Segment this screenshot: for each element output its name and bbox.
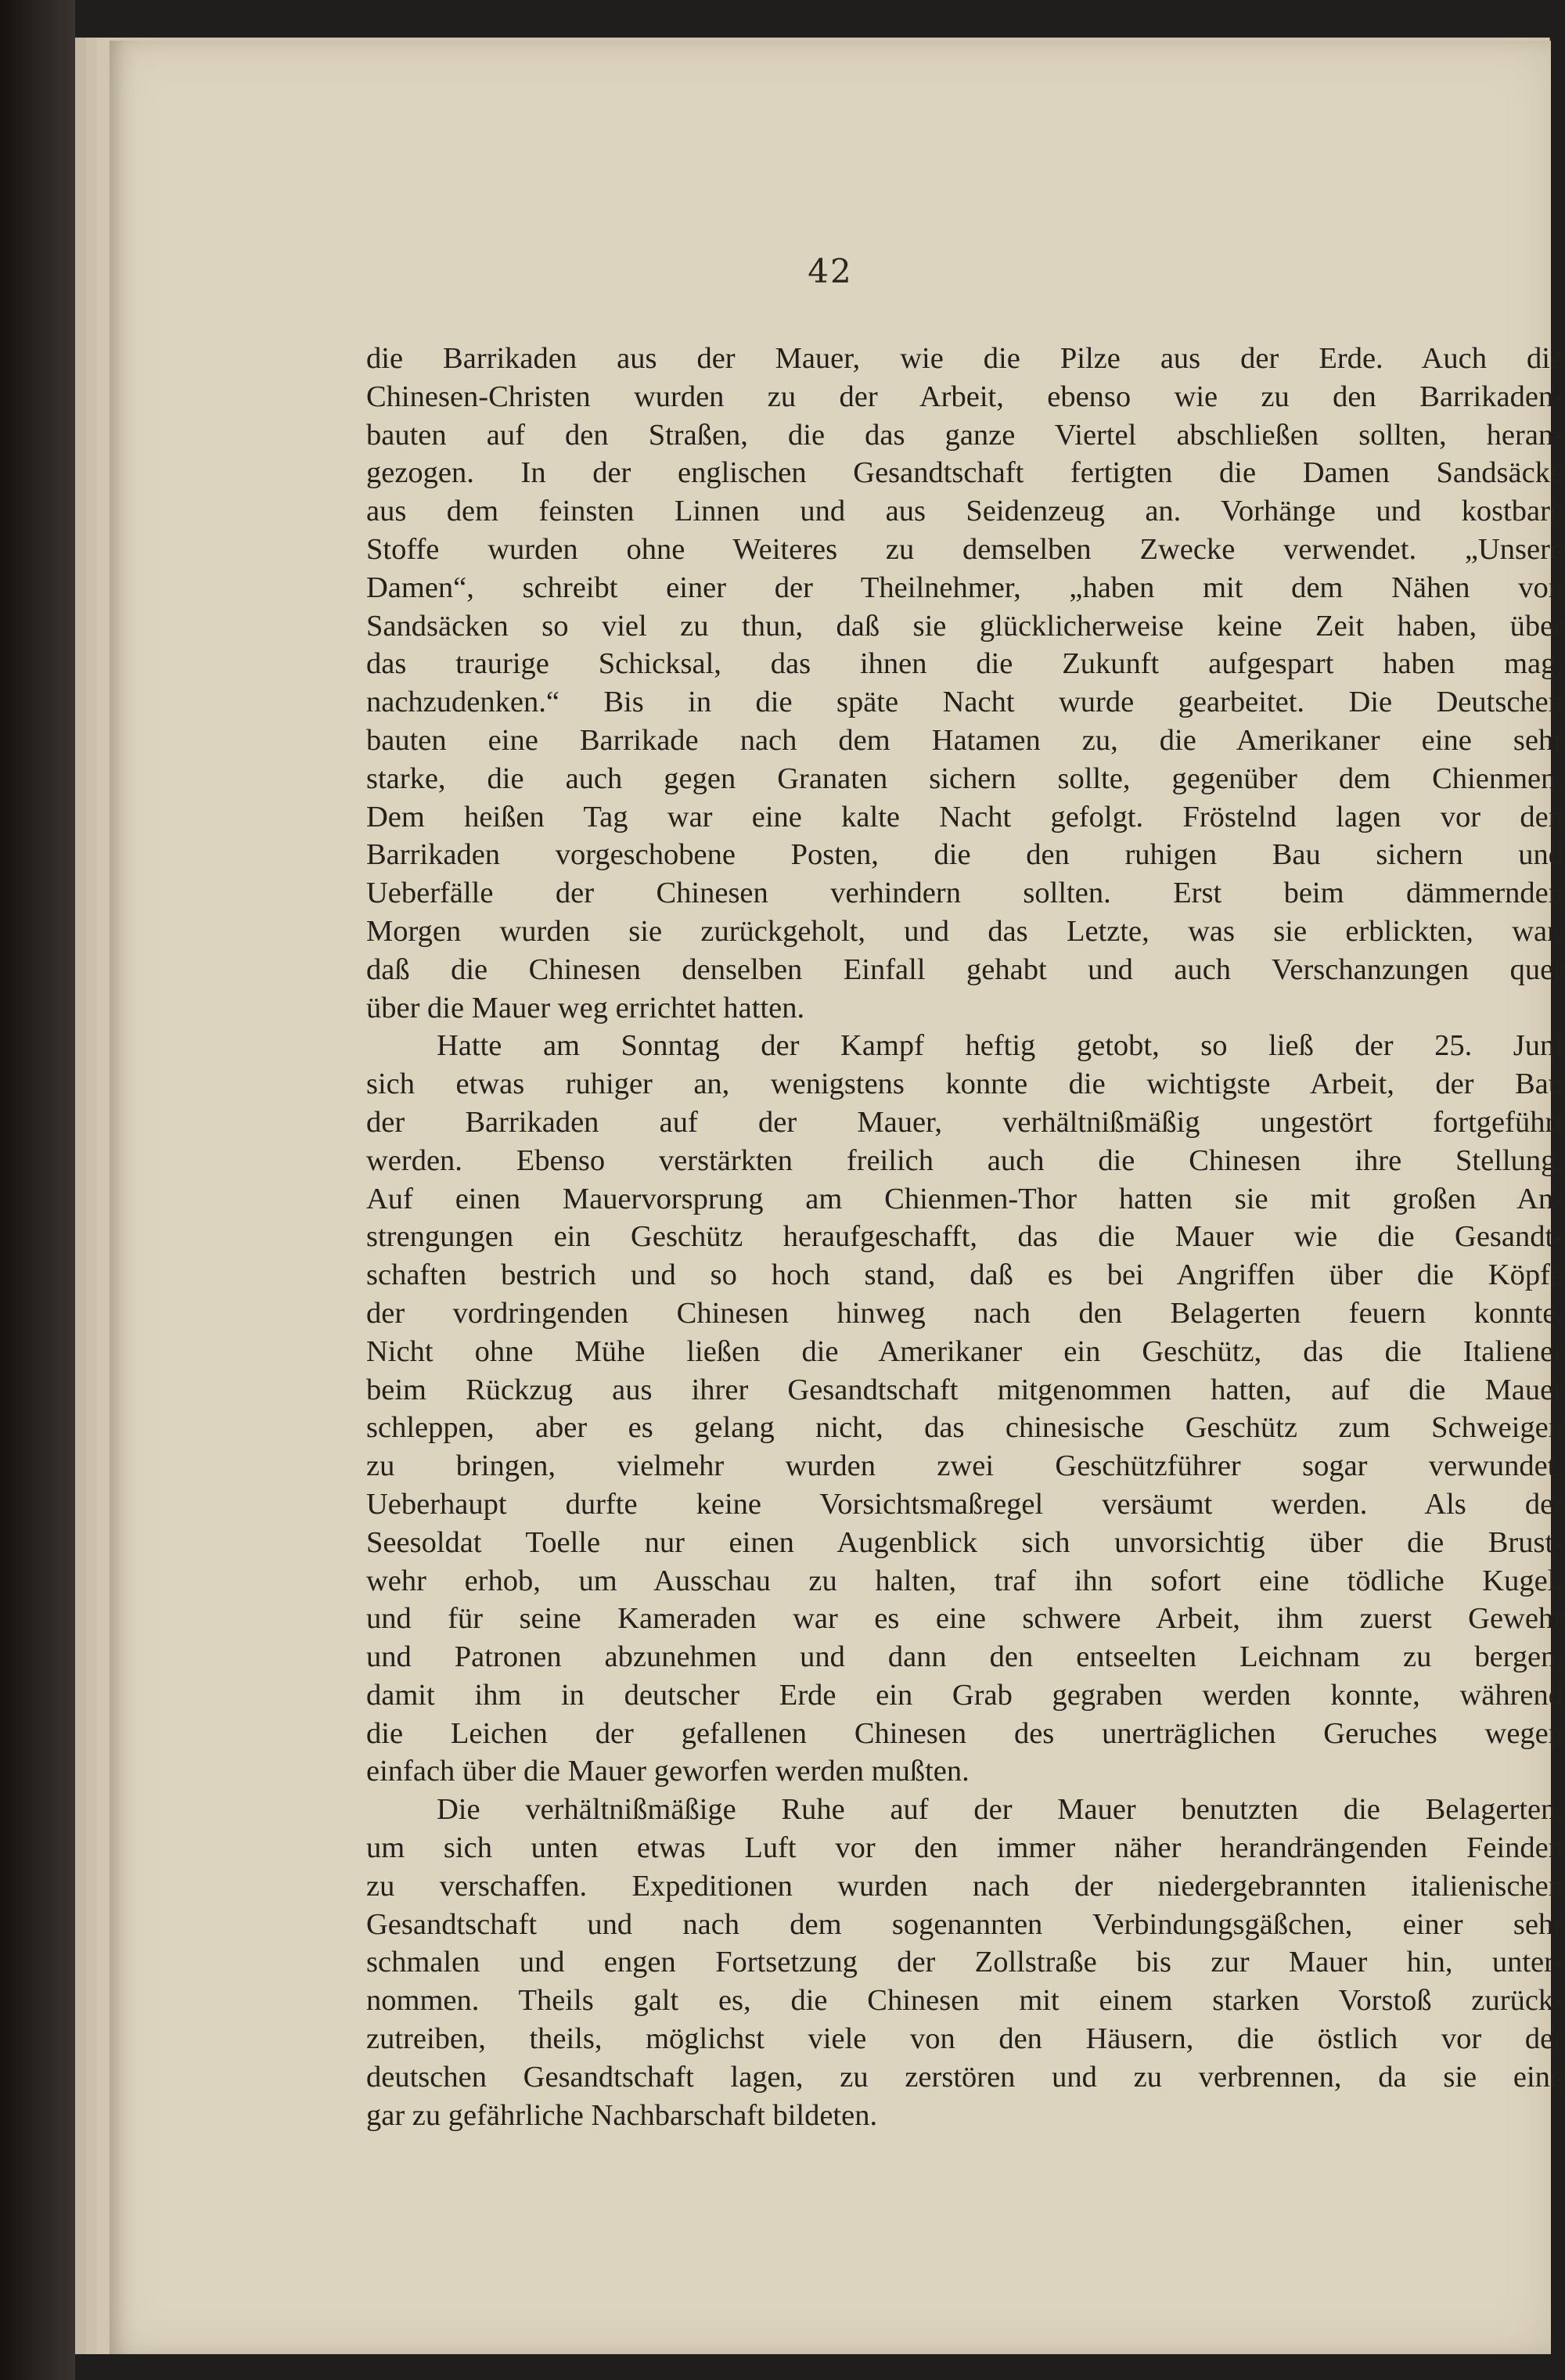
text-line: und Patronen abzunehmen und dann den entseelten Leichnam zu bergen, [366, 1640, 1563, 1674]
text-line: schmalen und engen Fortsetzung der Zollstraße bis zur Mauer hin, unter- [366, 1946, 1563, 1979]
text-line: um sich unten etwas Luft vor den immer näher herandrängenden Feinden [366, 1831, 1563, 1865]
text-line: das traurige Schicksal, das ihnen die Zukunft aufgespart haben mag, [366, 647, 1563, 681]
text-line: bauten eine Barrikade nach dem Hatamen zu, die Amerikaner eine sehr [366, 723, 1563, 757]
text-line: Stoffe wurden ohne Weiteres zu demselben Zwecke verwendet. „Unsere [366, 532, 1563, 566]
text-line: zu verschaffen. Expeditionen wurden nach der niedergebrannten italienischen [366, 1869, 1563, 1903]
text-line: der vordringenden Chinesen hinweg nach den Belagerten feuern konnte. [366, 1296, 1563, 1330]
text-line: schleppen, aber es gelang nicht, das chinesische Geschütz zum Schweigen [366, 1411, 1563, 1445]
text-line: Nicht ohne Mühe ließen die Amerikaner ein Geschütz, das die Italiener [366, 1334, 1563, 1368]
text-line: Chinesen-Christen wurden zu der Arbeit, ebenso wie zu den Barrikaden- [366, 380, 1563, 413]
text-line: aus dem feinsten Linnen und aus Seidenzeug an. Vorhänge und kostbare [366, 495, 1563, 528]
text-line: Seesoldat Toelle nur einen Augenblick sich unvorsichtig über die Brust- [366, 1525, 1563, 1559]
text-line: die Leichen der gefallenen Chinesen des unerträglichen Geruches wegen [366, 1716, 1563, 1750]
text-line: Morgen wurden sie zurückgeholt, und das Letzte, was sie erblickten, war, [366, 914, 1563, 948]
text-line: Gesandtschaft und nach dem sogenannten Verbindungsgäßchen, einer sehr [366, 1907, 1563, 1941]
text-line: einfach über die Mauer geworfen werden mußten. [366, 1755, 970, 1788]
text-line: Sandsäcken so viel zu thun, daß sie glücklicherweise keine Zeit haben, über [366, 609, 1563, 643]
text-line: die Barrikaden aus der Mauer, wie die Pilze aus der Erde. Auch die [366, 342, 1563, 375]
text-line: deutschen Gesandtschaft lagen, zu zerstören und zu verbrennen, da sie eine [366, 2060, 1563, 2094]
text-line: Die verhältnißmäßige Ruhe auf der Mauer benutzten die Belagerten, [437, 1793, 1563, 1827]
text-line: gezogen. In der englischen Gesandtschaft fertigten die Damen Sandsäcke [366, 456, 1563, 490]
text-line: über die Mauer weg errichtet hatten. [366, 991, 805, 1024]
text-line: Hatte am Sonntag der Kampf heftig getobt, so ließ der 25. Juni [437, 1029, 1563, 1063]
text-line: werden. Ebenso verstärkten freilich auch die Chinesen ihre Stellung. [366, 1143, 1563, 1177]
text-line: schaften bestrich und so hoch stand, daß es bei Angriffen über die Köpfe [366, 1258, 1563, 1292]
text-line: strengungen ein Geschütz heraufgeschafft, das die Mauer wie die Gesandt- [366, 1220, 1563, 1254]
text-line: Dem heißen Tag war eine kalte Nacht gefolgt. Fröstelnd lagen vor den [366, 800, 1563, 834]
text-line: zu bringen, vielmehr wurden zwei Geschützführer sogar verwundet. [366, 1449, 1563, 1483]
text-line: daß die Chinesen denselben Einfall gehabt und auch Verschanzungen quer [366, 952, 1563, 986]
text-line: starke, die auch gegen Granaten sichern sollte, gegenüber dem Chienmen. [366, 762, 1563, 795]
body-text [366, 340, 1563, 2134]
text-line: nommen. Theils galt es, die Chinesen mit einem starken Vorstoß zurück- [366, 1984, 1563, 2018]
book-page [110, 41, 1563, 2354]
text-line: Ueberfälle der Chinesen verhindern sollten. Erst beim dämmernden [366, 877, 1563, 910]
text-line: bauten auf den Straßen, die das ganze Viertel abschließen sollten, heran- [366, 418, 1563, 452]
text-line: und für seine Kameraden war es eine schwere Arbeit, ihm zuerst Gewehr [366, 1602, 1563, 1636]
text-line: Damen“, schreibt einer der Theilnehmer, „haben mit dem Nähen von [366, 571, 1563, 604]
text-line: der Barrikaden auf der Mauer, verhältnißmäßig ungestört fortgeführt [366, 1105, 1563, 1139]
text-line: sich etwas ruhiger an, wenigstens konnte die wichtigste Arbeit, der Bau [366, 1068, 1563, 1101]
page-number: 42 [808, 252, 853, 290]
book-cover-edge [0, 0, 75, 2380]
text-line: beim Rückzug aus ihrer Gesandtschaft mitgenommen hatten, auf die Mauer [366, 1373, 1563, 1406]
text-line: nachzudenken.“ Bis in die späte Nacht wurde gearbeitet. Die Deutschen [366, 686, 1563, 719]
text-line: Ueberhaupt durfte keine Vorsichtsmaßregel versäumt werden. Als der [366, 1487, 1563, 1521]
text-line: Barrikaden vorgeschobene Posten, die den ruhigen Bau sichern und [366, 838, 1563, 872]
text-line: Auf einen Mauervorsprung am Chienmen-Thor hatten sie mit großen An- [366, 1182, 1563, 1215]
text-line: zutreiben, theils, möglichst viele von den Häusern, die östlich vor der [366, 2022, 1563, 2056]
text-line: gar zu gefährliche Nachbarschaft bildeten. [366, 2098, 878, 2132]
text-line: wehr erhob, um Ausschau zu halten, traf ihn sofort eine tödliche Kugel, [366, 1564, 1563, 1597]
text-line: damit ihm in deutscher Erde ein Grab gegraben werden konnte, während [366, 1678, 1563, 1712]
